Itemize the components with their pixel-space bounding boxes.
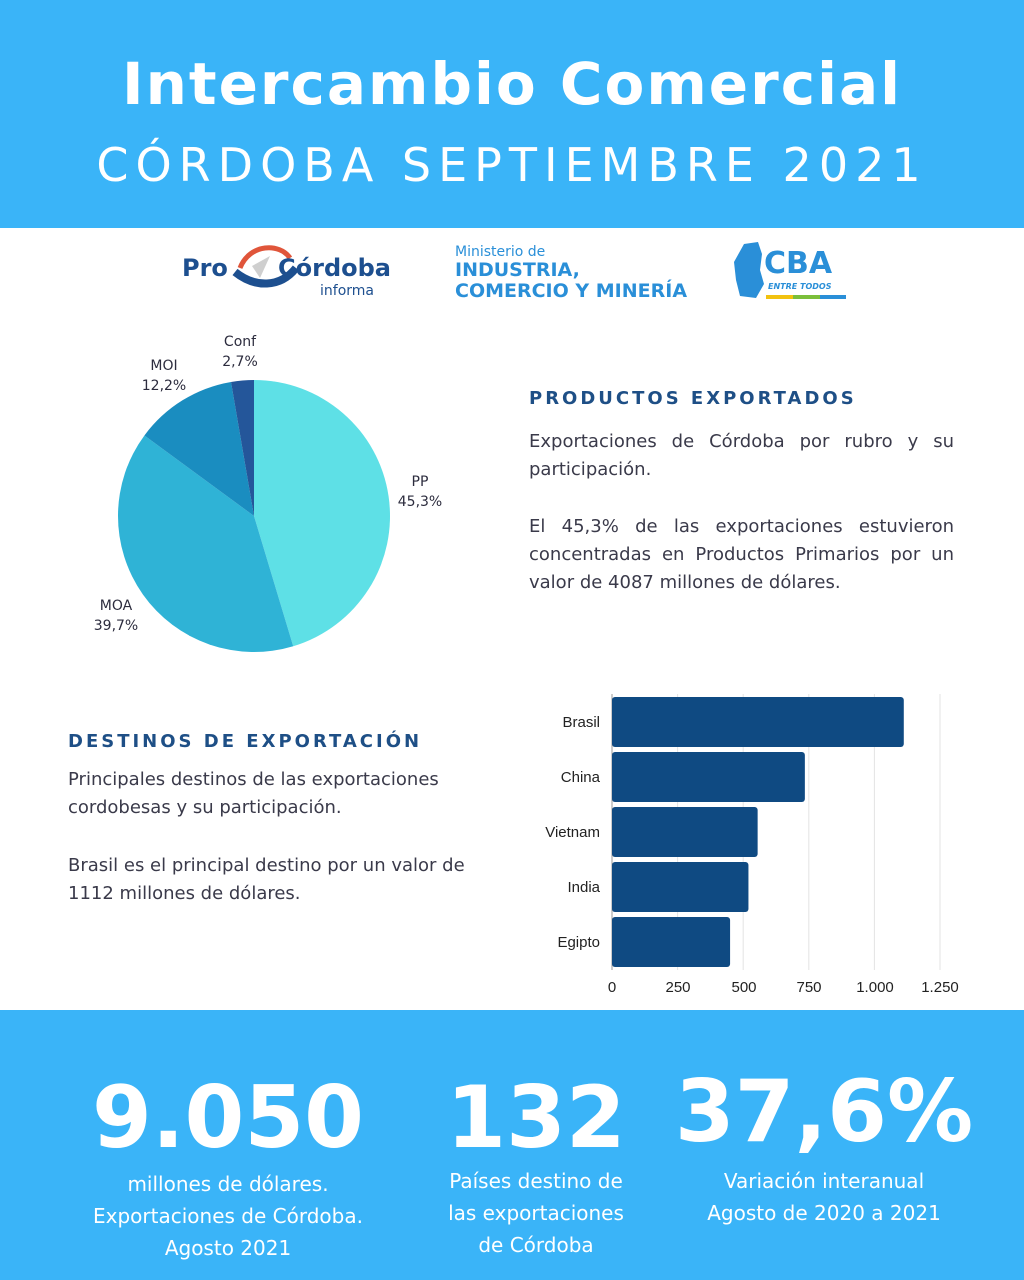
pie-label-conf-value: 2,7% — [222, 354, 258, 370]
ministerio-line1: Ministerio de — [455, 244, 546, 260]
pie-label-moi — [124, 356, 204, 396]
bar-brasil — [612, 697, 904, 747]
bar-chart — [600, 690, 960, 980]
pie-label-moi-value: 12,2% — [141, 378, 187, 394]
pie-label-moa-name: MOA — [99, 598, 133, 614]
stat-exports-line3: Agosto 2021 — [164, 1236, 292, 1260]
stat-countries-line2: las exportaciones — [448, 1201, 624, 1225]
x-tick-750: 750 — [796, 979, 822, 996]
productos-heading: PRODUCTOS EXPORTADOS — [529, 388, 857, 409]
destinos-para2: Brasil es el principal destino por un valor de 1112 millones de dólares. — [68, 855, 465, 904]
cba-text: CBA — [764, 246, 833, 281]
stat-variation-line2: Agosto de 2020 a 2021 — [707, 1201, 941, 1225]
procordoba-pro-text: Pro — [182, 254, 228, 282]
x-tick-250: 250 — [665, 979, 691, 996]
pie-label-moa-value: 39,7% — [93, 618, 139, 634]
x-tick-0: 0 — [607, 979, 617, 996]
destinos-para1: Principales destinos de las exportaciones cordobesas y su participación. — [68, 769, 439, 818]
x-tick-500: 500 — [731, 979, 757, 996]
header-banner — [0, 0, 1024, 228]
stat-countries-value: 132 — [446, 1068, 626, 1168]
page-subtitle: CÓRDOBA SEPTIEMBRE 2021 — [96, 138, 928, 192]
page-title: Intercambio Comercial — [122, 50, 902, 118]
procordoba-logo — [180, 238, 400, 304]
ministerio-line3: COMERCIO Y MINERÍA — [455, 280, 688, 302]
pie-label-moi-name: MOI — [150, 358, 178, 374]
productos-para2: El 45,3% de las exportaciones estuvieron concentradas en Productos Primarios por un valor de 4087 millones de dólares. — [529, 516, 954, 593]
stat-exports-line1: millones de dólares. — [127, 1172, 329, 1196]
pie-label-conf-name: Conf — [223, 334, 257, 350]
x-tick-1250: 1.250 — [921, 979, 959, 996]
cba-color-strip — [766, 295, 846, 299]
pie-label-pp — [380, 472, 460, 512]
ministerio-logo — [455, 244, 687, 302]
bar-egipto — [612, 917, 730, 967]
stat-countries-line1: Países destino de — [449, 1169, 623, 1193]
stat-exports-value: 9.050 — [91, 1068, 365, 1168]
bar-vietnam — [612, 807, 758, 857]
cba-logo — [732, 240, 842, 304]
bar-china — [612, 752, 805, 802]
stat-variation-text — [664, 1165, 984, 1229]
stat-countries-line3: de Córdoba — [478, 1233, 594, 1257]
pie-label-pp-name: PP — [411, 474, 429, 490]
footer-banner — [0, 1010, 1024, 1280]
procordoba-informa-text: informa — [320, 283, 374, 299]
stat-countries-text — [406, 1165, 666, 1261]
stat-exports-line2: Exportaciones de Córdoba. — [93, 1204, 363, 1228]
bar-category-china: China — [560, 769, 600, 786]
bar-india — [612, 862, 748, 912]
stat-variation-line1: Variación interanual — [723, 1169, 925, 1193]
procordoba-cordoba-text: Córdoba — [278, 254, 391, 282]
stat-variation-value: 37,6% — [674, 1062, 974, 1162]
bar-category-egipto: Egipto — [557, 934, 600, 951]
bar-category-india: India — [567, 879, 600, 896]
ministerio-line2: INDUSTRIA, — [455, 259, 580, 281]
destinos-heading: DESTINOS DE EXPORTACIÓN — [68, 731, 423, 752]
pie-label-moa — [76, 596, 156, 636]
cba-tagline: ENTRE TODOS — [768, 282, 832, 291]
bar-category-brasil: Brasil — [562, 714, 600, 731]
stat-exports-text — [48, 1168, 408, 1264]
pie-label-conf — [200, 332, 280, 372]
pie-label-pp-value: 45,3% — [397, 494, 443, 510]
productos-para1: Exportaciones de Córdoba por rubro y su participación. — [529, 431, 954, 480]
x-tick-1000: 1.000 — [856, 979, 894, 996]
bar-category-vietnam: Vietnam — [545, 824, 600, 841]
